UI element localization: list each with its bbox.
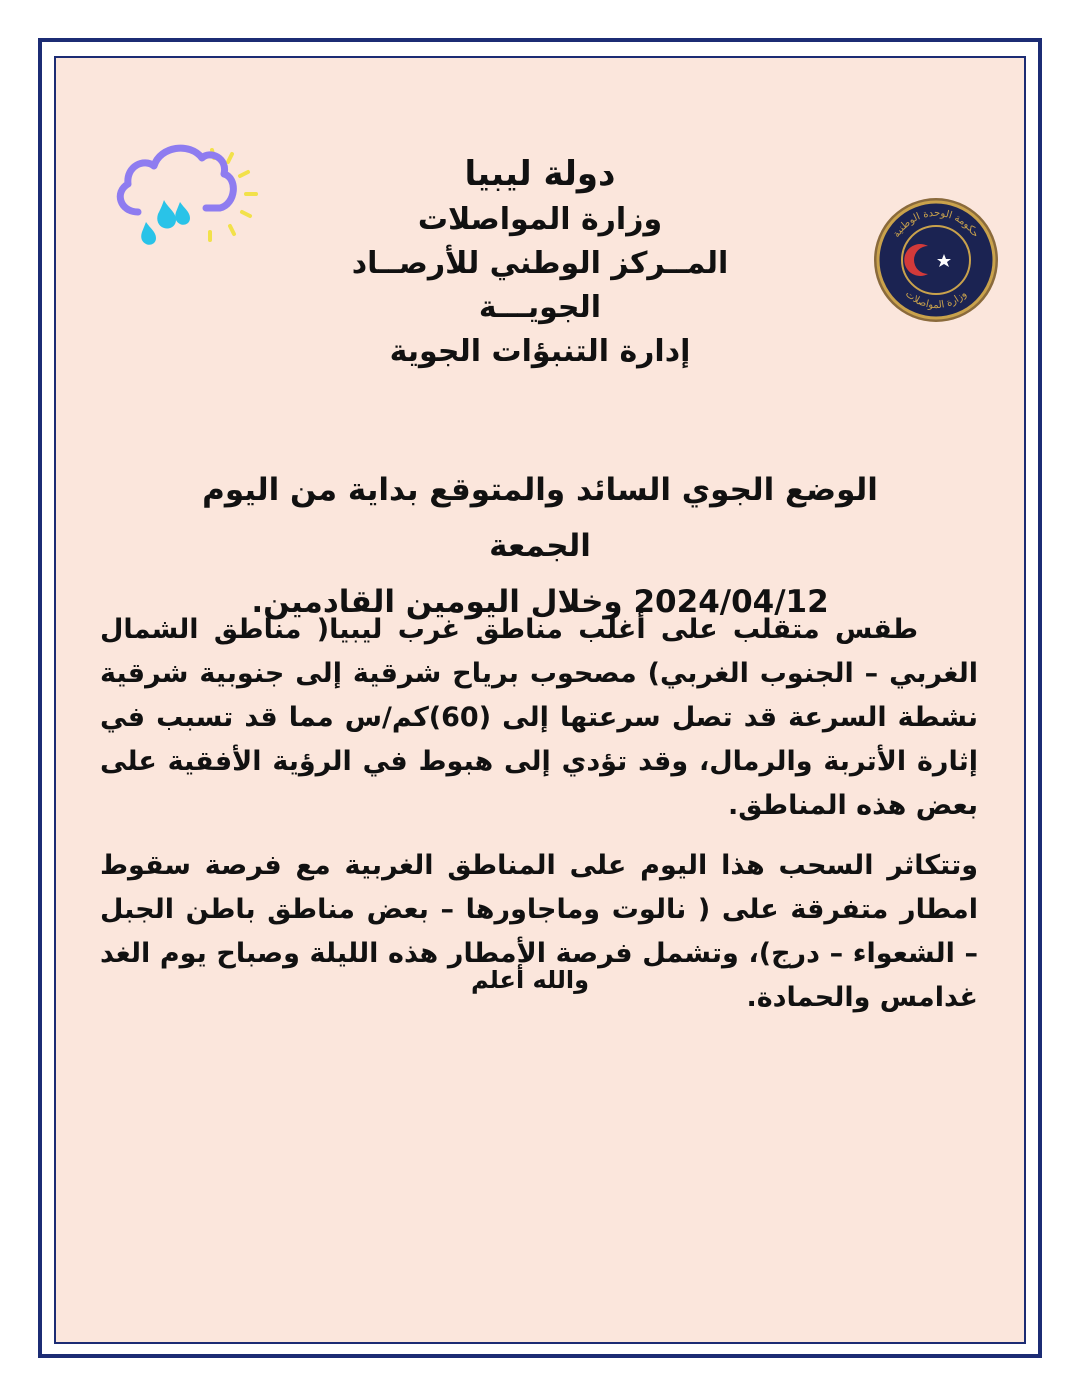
closing-phrase: والله أعلم [470,966,590,994]
raindrop-icon [157,200,176,229]
center-title: المــركز الوطني للأرصــاد الجويـــة [351,246,729,325]
forecast-headline [180,462,900,630]
country-title: دولة ليبيا [464,154,616,194]
cloud-icon [120,148,233,212]
document-header [300,150,780,374]
cloud-rain-sun-icon [110,140,270,250]
raindrop-icon [175,202,190,225]
headline-line-1: الوضع الجوي السائد والمتوقع بداية من اليوم الجمعة [202,472,878,564]
headline-line-2: 2024/04/12 وخلال اليومين القادمين. [251,584,829,620]
emblem-bottom-text: وزارة المواصلات [903,288,969,312]
forecast-paragraph-2: وتتكاثر السحب هذا اليوم على المناطق الغربية مع فرصة سقوط امطار متفرقة على ( نالوت وماجاورها – بعض مناطق باطن الجبل – الشعواء – درج)، وتشمل فرصة الأمطار هذه الليلة وصباح يوم الغد غدامس والحمادة. [100,850,978,1013]
emblem-top-text: حكومة الوحدة الوطنية [891,207,981,240]
ministry-title: وزارة المواصلات [417,202,663,237]
department-title: إدارة التنبؤات الجوية [389,334,691,369]
raindrop-icon [141,222,156,245]
forecast-paragraph-1: طقس متقلب على أغلب مناطق غرب ليبيا( مناطق الشمال الغربي – الجنوب الغربي) مصحوب برياح شرقية إلى جنوبية شرقية نشطة السرعة قد تصل سرعتها إلى (60)كم/س مما قد تسبب في إثارة الأتربة والرمال، وقد تؤدي إلى هبوط في الرؤية الأفقية على بعض هذه المناطق. [100,614,978,821]
ministry-emblem [872,196,1000,324]
